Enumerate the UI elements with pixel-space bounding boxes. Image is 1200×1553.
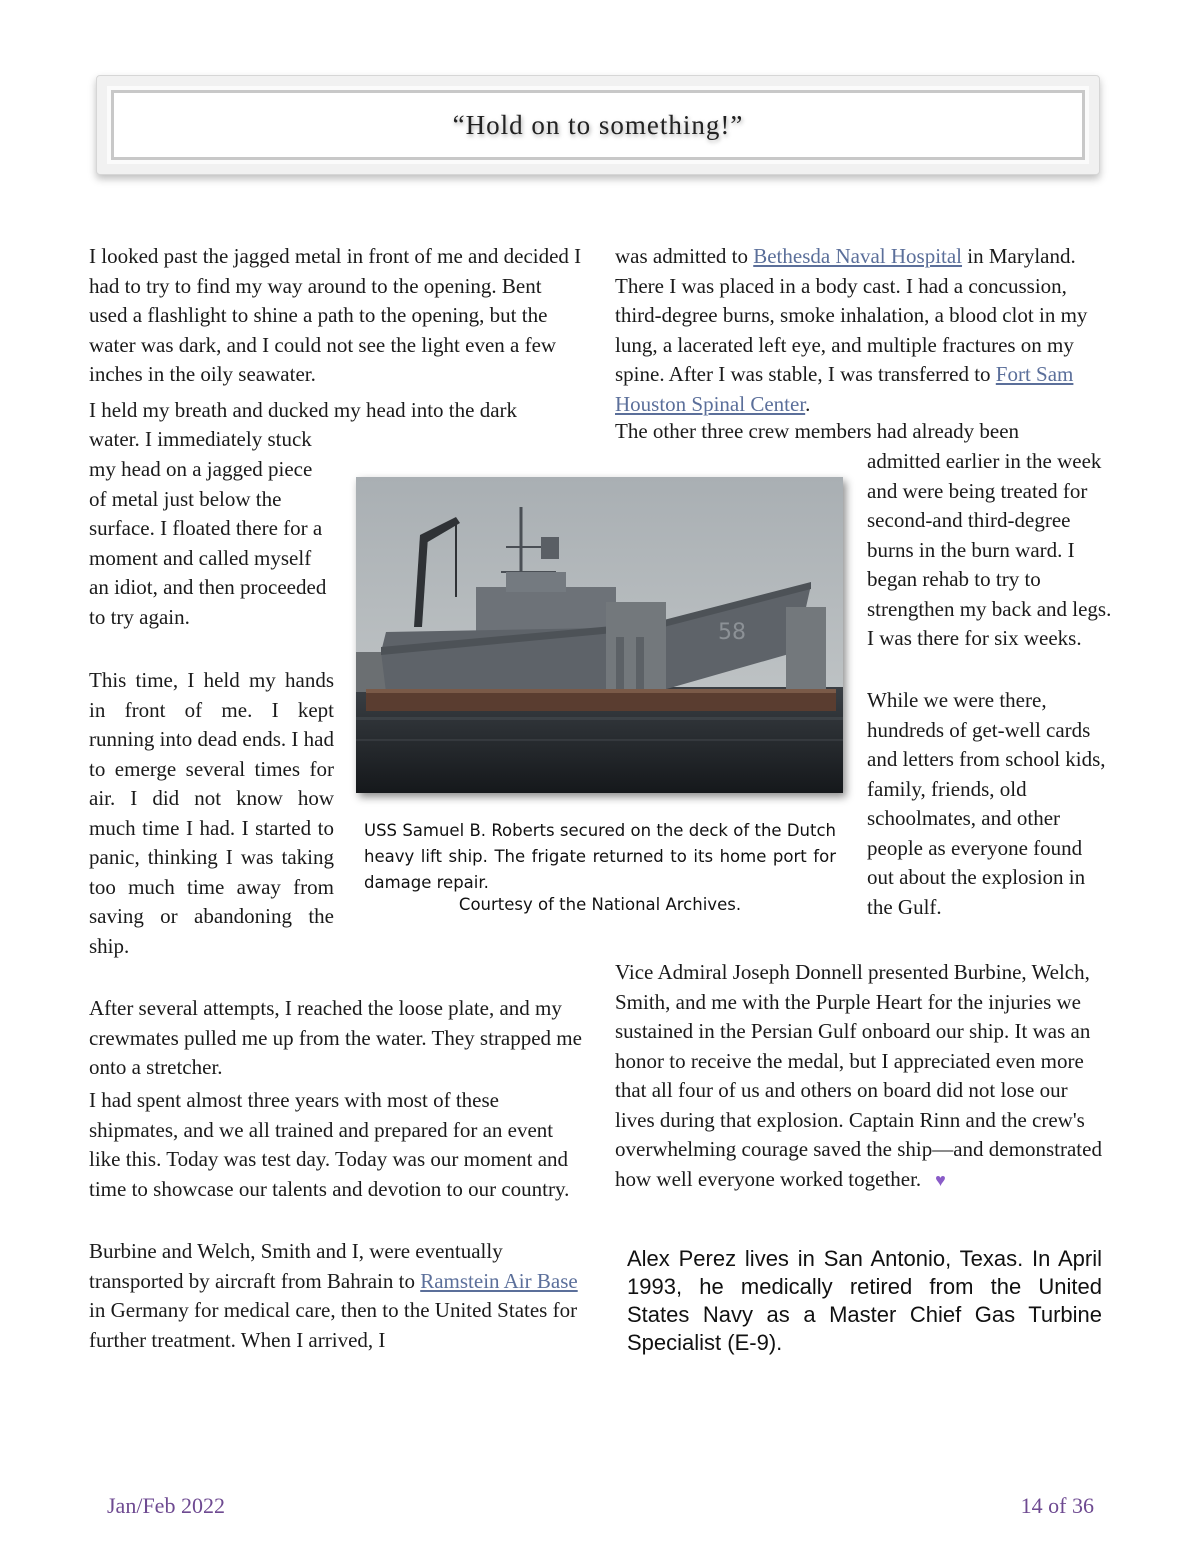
right-paragraph-1-text-a: was admitted to (615, 244, 754, 268)
photo-caption: USS Samuel B. Roberts secured on the deck of the Dutch heavy lift ship. The frigate returned to its home port for damage repair. (364, 821, 836, 892)
right-paragraph-2-narrow: admitted earlier in the week and were being treated for second-and third-degree burns in the burn ward. I began rehab to try to strengthen my back and legs. I was there for six weeks. (867, 449, 1112, 650)
article-title: “Hold on to something!” (452, 109, 744, 140)
fort-sam-houston-link[interactable]: Fort Sam Houston Spinal Center (615, 362, 1074, 416)
left-paragraph-5: I had spent almost three years with most of these shipmates, and we all trained and prepared for an event like this. Today was test day. Today was our moment and time to showcase our talents and devotion to our country. (89, 1088, 570, 1201)
photo-credit: Courtesy of the National Archives. (458, 895, 742, 914)
title-inner-box (111, 90, 1085, 160)
right-paragraph-1 (615, 242, 1110, 419)
footer-issue-date: Jan/Feb 2022 (107, 1493, 225, 1518)
author-bio: Alex Perez lives in San Antonio, Texas. In April 1993, he medically retired from the United States Navy as a Master Chief Gas Turbine Specialist (E-9). (627, 1246, 1102, 1355)
left-paragraph-1: I looked past the jagged metal in front of me and decided I had to try to find my way around to the opening. Bent used a flashlight to shine a path to the opening, but the water was dark, and I could not see the light even a few inches in the oily seawater. (89, 244, 582, 386)
left-paragraph-2-narrow: my head on a jagged piece of metal just below the surface. I floated there for a moment and called myself an idiot, and then proceeded to try again. (89, 457, 327, 629)
title-banner (96, 75, 1100, 175)
ship-photo (356, 477, 843, 793)
right-paragraph-3: While we were there, hundreds of get-well cards and letters from school kids, family, friends, old schoolmates, and other people as everyone found out about the explosion in the Gulf. (867, 688, 1106, 919)
right-paragraph-4 (615, 958, 1110, 1195)
left-paragraph-6-text-a: Burbine and Welch, Smith and I, were eventually transported by aircraft from Bahrain to (89, 1239, 503, 1293)
right-paragraph-1-text-c: . (805, 391, 811, 416)
right-paragraph-1-text-b: in Maryland. There I was placed in a body cast. I had a concussion, third-degree burns, smoke inhalation, a blood clot in my lung, a lacerated left eye, and multiple fractures on my spine. After I was stable, I was transferred to (615, 244, 1088, 386)
right-paragraph-2-lead: The other three crew members had already been (615, 419, 1020, 443)
footer-page-number: 14 of 36 (1020, 1493, 1094, 1518)
left-paragraph-4: After several attempts, I reached the loose plate, and my crewmates pulled me up from the water. They strapped me onto a stretcher. (89, 996, 582, 1079)
heart-icon: ♥ (935, 1169, 946, 1190)
left-paragraph-2-wide: I held my breath and ducked my head into the dark (89, 398, 518, 422)
right-paragraph-4-text: Vice Admiral Joseph Donnell presented Burbine, Welch, Smith, and me with the Purple Heart for the injuries we sustained in the Persian Gulf onboard our ship. It was an honor to receive the medal, but I appreciated even more that all four of us and others on board did not lose our lives during that explosion. Captain Rinn and the crew's overwhelming courage saved the ship—and demonstrated how well everyone worked together. (615, 960, 1102, 1191)
left-paragraph-6-text-b: in Germany for medical care, then to the United States for further treatment. When I arrived, I (89, 1298, 578, 1352)
ramstein-air-base-link[interactable]: Ramstein Air Base (420, 1268, 578, 1293)
left-paragraph-6 (89, 1237, 589, 1355)
hull-number: 58 (718, 620, 746, 645)
bethesda-naval-hospital-link[interactable]: Bethesda Naval Hospital (753, 244, 963, 268)
left-paragraph-3: This time, I held my hands in front of me. I kept running into dead ends. I had to emerge several times for air. I did not know how much time I had. I started to panic, thinking I was taking too much time away from saving or abandoning the ship. (89, 668, 334, 958)
left-paragraph-2-lead: water. I immediately stuck (89, 427, 312, 451)
